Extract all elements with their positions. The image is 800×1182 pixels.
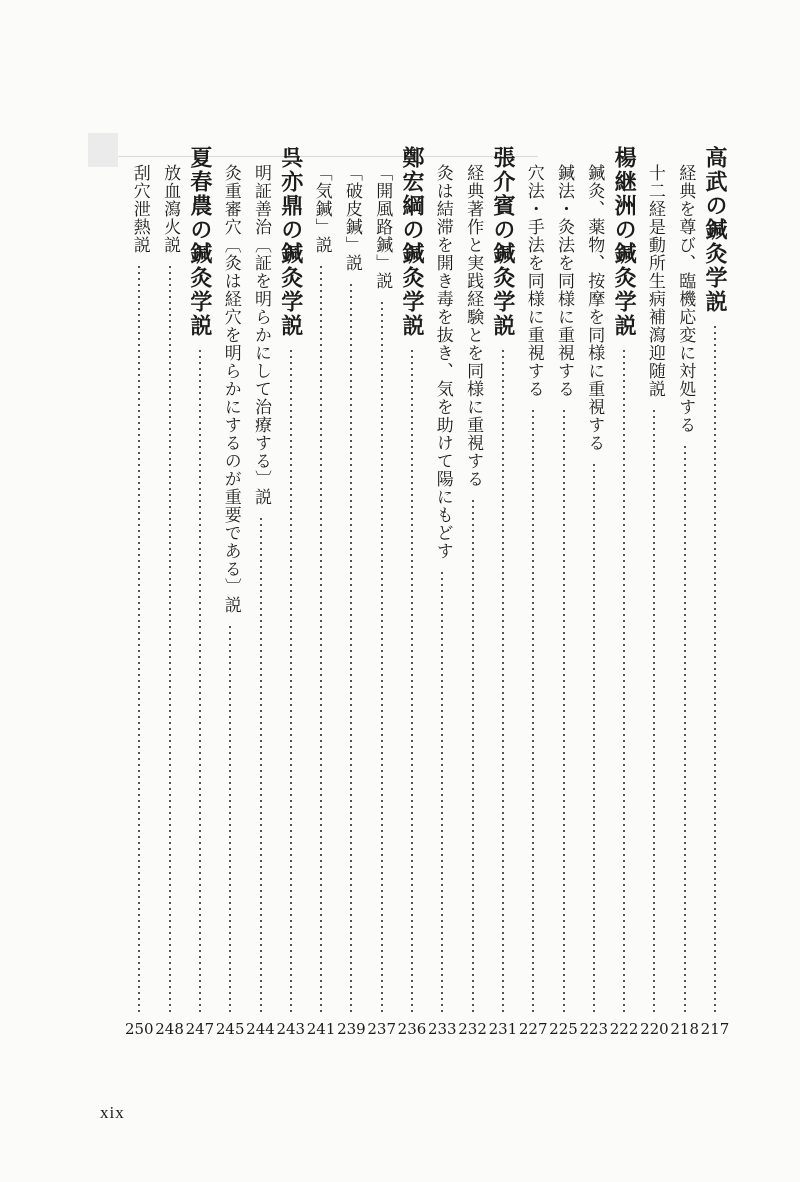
toc-entry bbox=[427, 146, 457, 1038]
page-number: 250 bbox=[124, 1020, 154, 1038]
page-number: 245 bbox=[215, 1020, 245, 1038]
toc-title: 「開風路鍼」説 bbox=[372, 164, 393, 290]
toc-entry bbox=[549, 146, 579, 1038]
toc-entry bbox=[155, 146, 185, 1038]
toc-section-heading bbox=[185, 146, 215, 1038]
toc-title: 「破皮鍼」説 bbox=[341, 164, 362, 272]
page-number: 220 bbox=[640, 1020, 669, 1038]
toc-title: 楊継洲の鍼灸学説 bbox=[611, 146, 638, 338]
toc-section-heading bbox=[700, 146, 730, 1038]
dot-leader bbox=[623, 348, 625, 1014]
page-number: 244 bbox=[246, 1020, 275, 1038]
dot-leader bbox=[653, 408, 655, 1014]
dot-leader bbox=[350, 282, 352, 1014]
toc-entry bbox=[215, 146, 245, 1038]
dot-leader bbox=[229, 624, 231, 1014]
dot-leader bbox=[199, 348, 201, 1014]
dot-leader bbox=[169, 264, 171, 1014]
dot-leader bbox=[290, 348, 292, 1014]
table-of-contents bbox=[90, 146, 730, 1046]
toc-entry bbox=[670, 146, 700, 1038]
dot-leader bbox=[260, 516, 262, 1014]
page-number: 243 bbox=[276, 1020, 306, 1038]
dot-leader bbox=[441, 570, 443, 1014]
toc-title: 鄭宏綱の鍼灸学説 bbox=[399, 146, 425, 338]
toc-entry bbox=[458, 146, 488, 1038]
toc-title: 経典を尊び、臨機応変に対処する bbox=[675, 164, 696, 434]
toc-entry bbox=[579, 146, 609, 1038]
page-number: 222 bbox=[609, 1020, 639, 1038]
toc-title: 明証善治〔証を明らかにして治療する〕説 bbox=[251, 164, 271, 506]
page-number: 237 bbox=[367, 1020, 396, 1038]
toc-section-heading bbox=[397, 146, 427, 1038]
page-number: 239 bbox=[337, 1020, 366, 1038]
toc-title: 呉亦鼎の鍼灸学説 bbox=[277, 146, 304, 338]
toc-title: 鍼法・灸法を同様に重視する bbox=[554, 164, 574, 398]
page-number: 236 bbox=[397, 1020, 427, 1038]
dot-leader bbox=[684, 444, 686, 1014]
toc-title: 高武の鍼灸学説 bbox=[702, 146, 728, 314]
toc-entry bbox=[124, 146, 154, 1038]
toc-title: 夏春農の鍼灸学説 bbox=[186, 146, 213, 338]
dot-leader bbox=[138, 264, 140, 1014]
toc-entry bbox=[306, 146, 336, 1038]
toc-title: 鍼灸、薬物、按摩を同様に重視する bbox=[584, 164, 605, 452]
page-number: 218 bbox=[670, 1020, 699, 1038]
toc-section-heading bbox=[276, 146, 306, 1038]
page-number: 233 bbox=[427, 1020, 457, 1038]
page-number: 225 bbox=[549, 1020, 578, 1038]
dot-leader bbox=[532, 408, 534, 1014]
page-number: 217 bbox=[700, 1020, 730, 1038]
toc-title: 十二経是動所生病補瀉迎随説 bbox=[644, 164, 665, 398]
page-number: 241 bbox=[306, 1020, 336, 1038]
page-number: 231 bbox=[488, 1020, 518, 1038]
dot-leader bbox=[320, 264, 322, 1014]
toc-entry bbox=[367, 146, 397, 1038]
dot-leader bbox=[714, 324, 716, 1014]
toc-entry bbox=[518, 146, 548, 1038]
page-number: 247 bbox=[185, 1020, 215, 1038]
page-folio: xix bbox=[100, 1103, 125, 1122]
dot-leader bbox=[563, 408, 565, 1014]
toc-title: 張介賓の鍼灸学説 bbox=[489, 146, 516, 338]
toc-title: 刮穴泄熱説 bbox=[129, 164, 150, 254]
toc-entry bbox=[639, 146, 669, 1038]
toc-entry bbox=[246, 146, 276, 1038]
toc-section-heading bbox=[609, 146, 639, 1038]
page-number: 223 bbox=[579, 1020, 609, 1038]
toc-entry bbox=[336, 146, 366, 1038]
page-number: 232 bbox=[458, 1020, 487, 1038]
toc-title: 穴法・手法を同様に重視する bbox=[523, 164, 544, 398]
dot-leader bbox=[411, 348, 413, 1014]
dot-leader bbox=[593, 462, 595, 1014]
page-number: 227 bbox=[518, 1020, 548, 1038]
toc-title: 経典著作と実践経験とを同様に重視する bbox=[463, 164, 484, 488]
toc-title: 「気鍼」説 bbox=[311, 164, 332, 254]
dot-leader bbox=[381, 300, 383, 1014]
page-number: 248 bbox=[155, 1020, 184, 1038]
toc-title: 放血瀉火説 bbox=[160, 164, 181, 254]
toc-title: 灸重審穴〔灸は経穴を明らかにするのが重要である〕説 bbox=[220, 164, 241, 614]
toc-section-heading bbox=[488, 146, 518, 1038]
toc-title: 灸は結滞を開き毒を抜き、気を助けて陽にもどす bbox=[432, 164, 453, 560]
dot-leader bbox=[472, 498, 474, 1014]
dot-leader bbox=[502, 348, 504, 1014]
